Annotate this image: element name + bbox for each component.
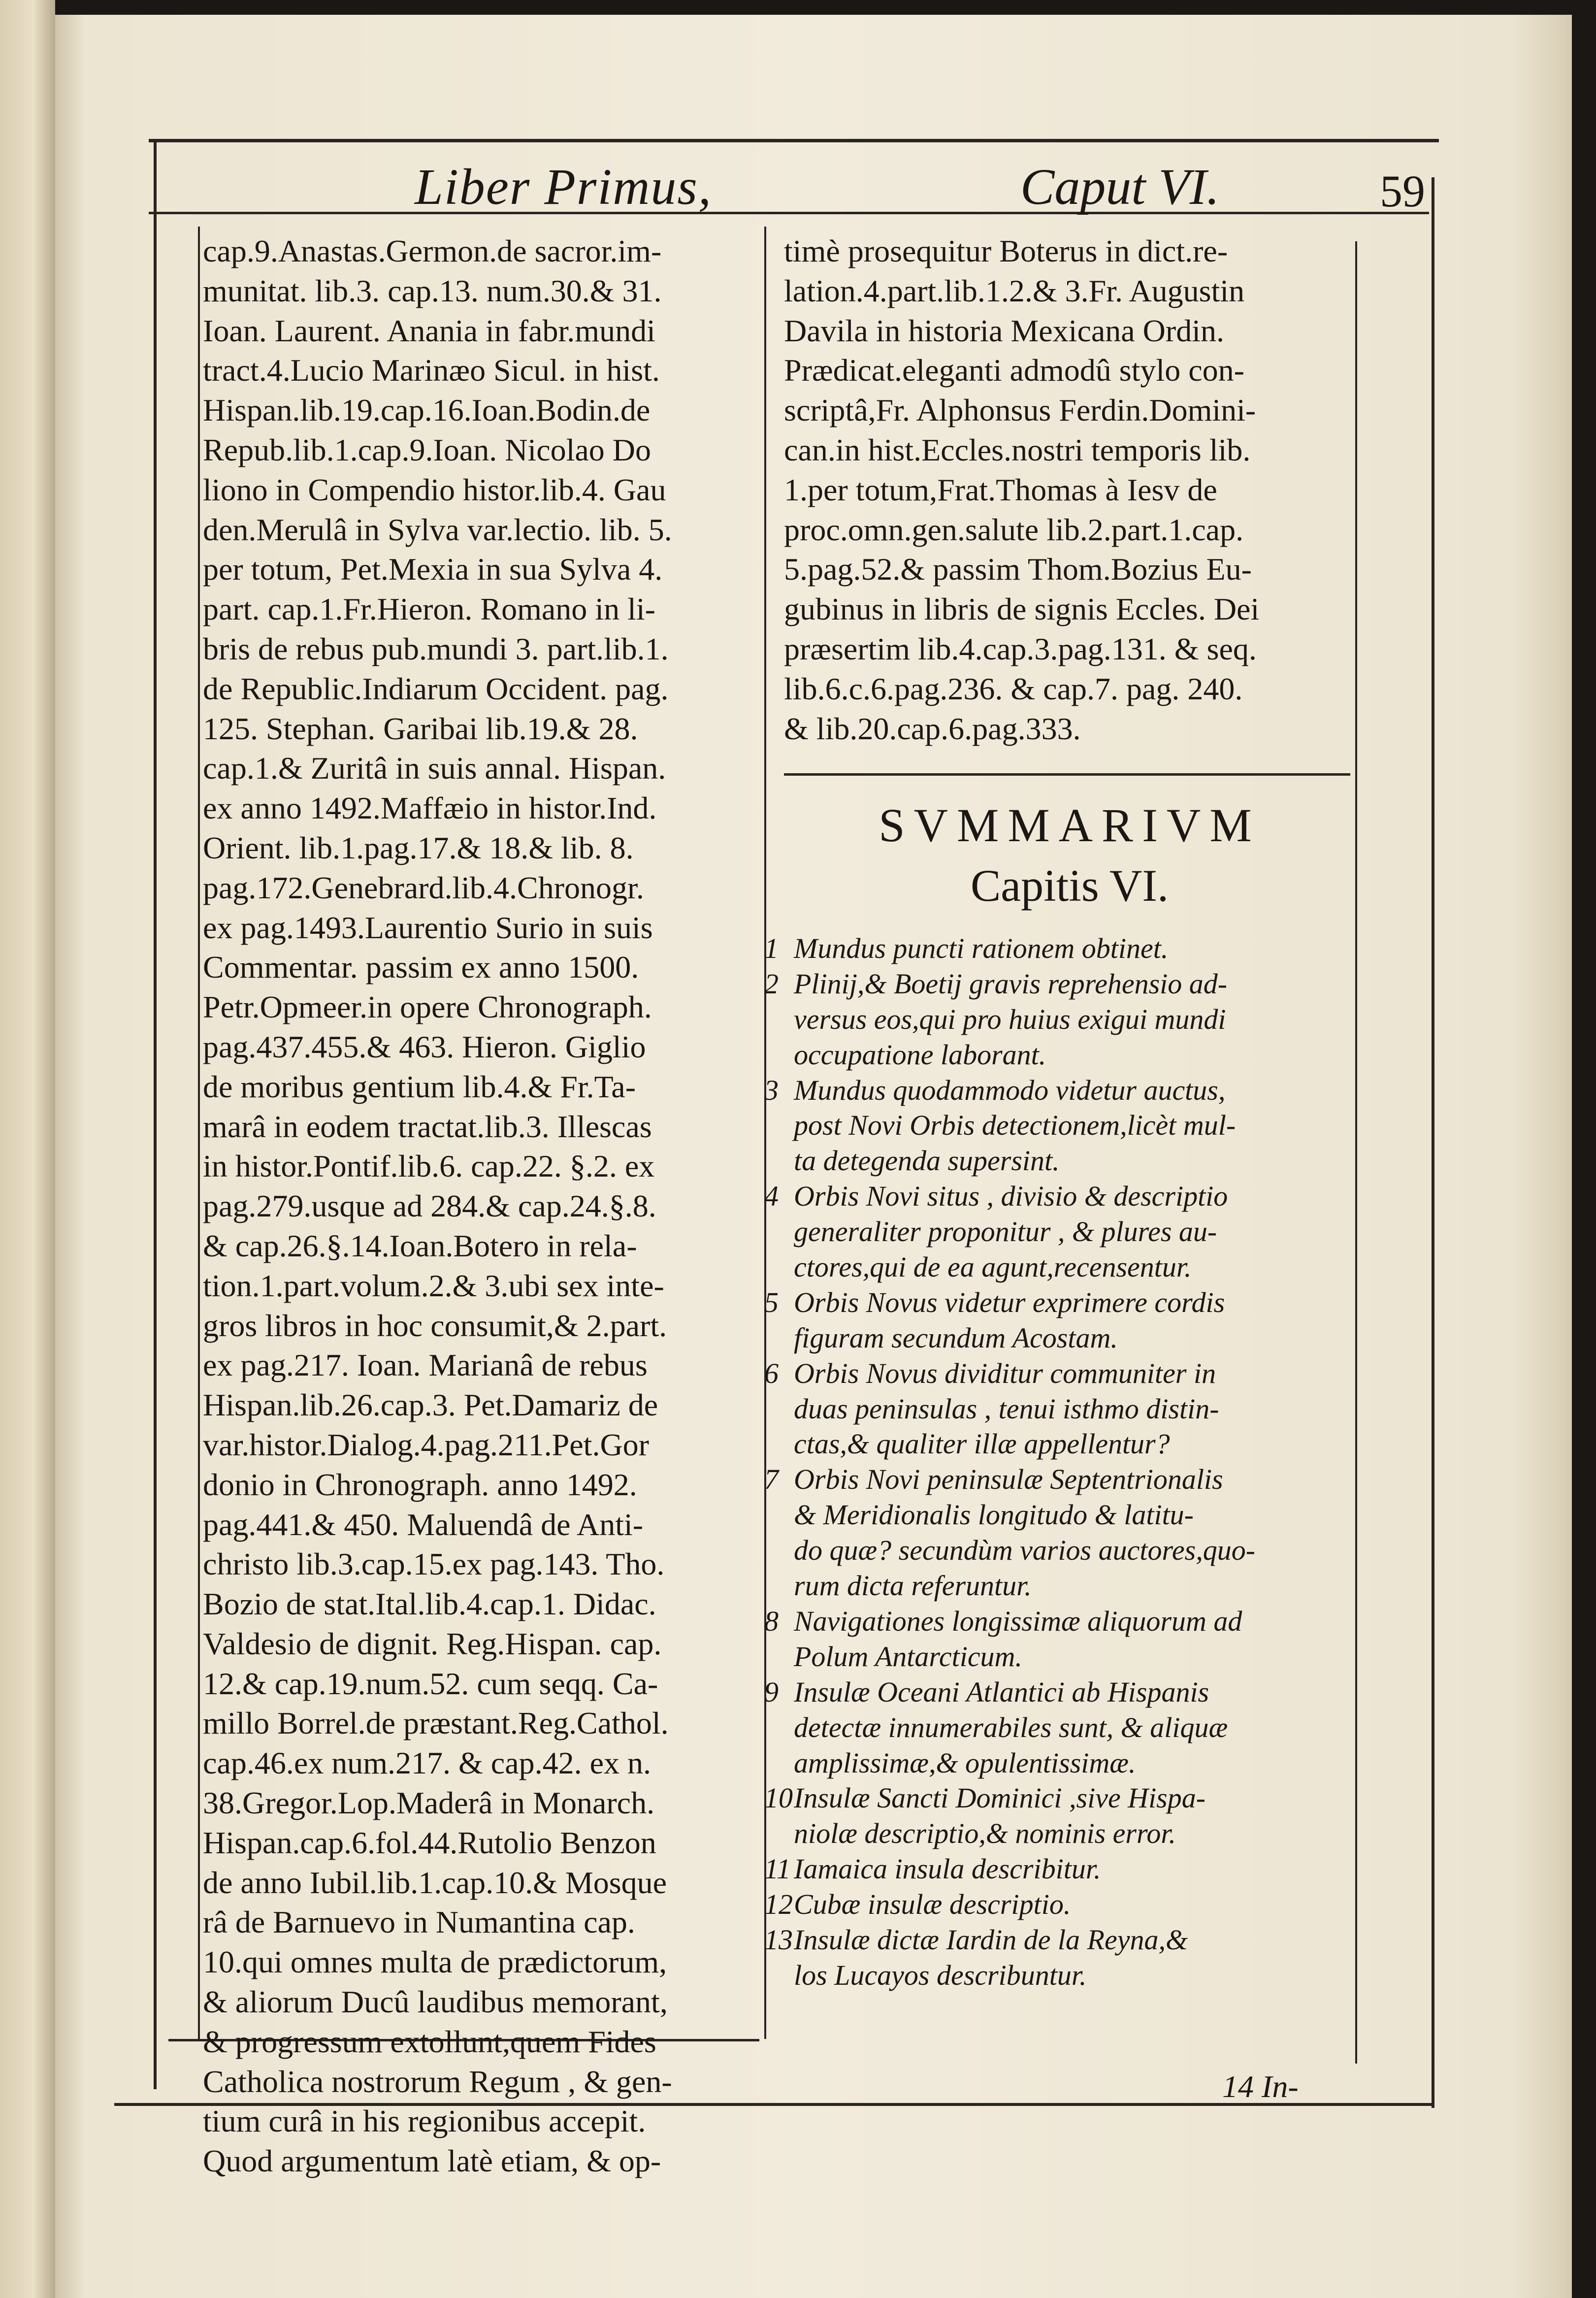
text-line: Catholica nostrorum Regum , & gen-	[203, 2064, 672, 2099]
summary-item-number: 1	[764, 932, 779, 964]
summarium-subtitle: Capitis VI.	[970, 860, 1169, 911]
summary-item-line: Mundus puncti rationem obtinet.	[794, 932, 1169, 964]
text-line: præsertim lib.4.cap.3.pag.131. & seq.	[784, 631, 1257, 666]
text-line: ex pag.1493.Laurentio Surio in suis	[203, 910, 653, 945]
summary-item	[764, 1780, 1345, 1851]
text-line: 1.per totum,Frat.Thomas à Iesv de	[784, 472, 1217, 507]
text-line: lation.4.part.lib.1.2.& 3.Fr. Augustin	[784, 273, 1245, 308]
text-line: Davila in historia Mexicana Ordin.	[784, 313, 1224, 348]
summary-item-line: amplissimæ,& opulentissimæ.	[794, 1746, 1136, 1779]
text-line: timè prosequitur Boterus in dict.re-	[784, 233, 1228, 268]
text-line: Bozio de stat.Ital.lib.4.cap.1. Didac.	[203, 1586, 656, 1622]
text-line: & aliorum Ducû laudibus memorant,	[203, 1984, 668, 2020]
summary-item	[764, 1179, 1345, 1285]
text-line: munitat. lib.3. cap.13. num.30.& 31.	[203, 273, 662, 308]
text-line: tract.4.Lucio Marinæo Sicul. in hist.	[203, 353, 660, 388]
text-line: 12.& cap.19.num.52. cum seqq. Ca-	[203, 1666, 658, 1701]
summary-item-line: Orbis Novus videtur exprimere cordis	[794, 1286, 1225, 1318]
summary-item-number: 8	[764, 1605, 779, 1637]
summary-item	[764, 1285, 1345, 1356]
text-line: marâ in eodem tractat.lib.3. Illescas	[203, 1109, 652, 1144]
text-line: 10.qui omnes multa de prædictorum,	[203, 1944, 667, 1980]
summary-item	[764, 1674, 1345, 1781]
summary-item-line: ctas,& qualiter illæ appellentur?	[794, 1428, 1170, 1460]
summary-item-line: los Lucayos describuntur.	[794, 1959, 1087, 1991]
summary-item-line: figuram secundum Acostam.	[794, 1321, 1118, 1354]
summary-item-line: Mundus quodammodo videtur auctus,	[794, 1074, 1226, 1106]
text-line: can.in hist.Eccles.nostri temporis lib.	[784, 432, 1251, 467]
summary-item	[764, 1604, 1345, 1674]
text-line: pag.437.455.& 463. Hieron. Giglio	[203, 1029, 646, 1064]
text-line: var.histor.Dialog.4.pag.211.Pet.Gor	[203, 1427, 649, 1462]
text-line: donio in Chronograph. anno 1492.	[203, 1467, 637, 1502]
page-number: 59	[1380, 166, 1425, 216]
text-line: Commentar. passim ex anno 1500.	[203, 950, 639, 985]
text-line: de Republic.Indiarum Occident. pag.	[203, 671, 669, 706]
text-line: 38.Gregor.Lop.Maderâ in Monarch.	[203, 1785, 655, 1821]
summary-item-line: Navigationes longissimæ aliquorum ad	[794, 1605, 1242, 1637]
summary-item-line: Cubæ insulæ descriptio.	[794, 1888, 1071, 1921]
summary-item-line: Insulæ Sancti Dominici ,sive Hispa-	[794, 1782, 1206, 1814]
summary-item-line: versus eos,qui pro huius exigui mundi	[794, 1003, 1226, 1035]
text-line: Prædicat.eleganti admodû stylo con-	[784, 353, 1244, 388]
summary-item-number: 7	[764, 1463, 779, 1496]
text-line: cap.46.ex num.217. & cap.42. ex n.	[203, 1745, 651, 1781]
text-line: tium curâ in his regionibus accepit.	[203, 2103, 646, 2139]
text-line: cap.9.Anastas.Germon.de sacror.im-	[203, 233, 662, 268]
text-line: gros libros in hoc consumit,& 2.part.	[203, 1308, 667, 1343]
text-line: râ de Barnuevo in Numantina cap.	[203, 1904, 635, 1940]
text-line: ex pag.217. Ioan. Marianâ de rebus	[203, 1347, 648, 1383]
text-line: scriptâ,Fr. Alphonsus Ferdin.Domini-	[784, 393, 1256, 428]
text-line: liono in Compendio histor.lib.4. Gau	[203, 472, 666, 507]
left-column	[203, 231, 754, 2181]
summary-item-line: niolæ descriptio,& nominis error.	[794, 1817, 1176, 1850]
text-line: in histor.Pontif.lib.6. cap.22. §.2. ex	[203, 1149, 655, 1184]
text-line: & progressum extollunt,quem Fides	[203, 2024, 656, 2059]
summary-item	[764, 1887, 1345, 1922]
text-line: millo Borrel.de præstant.Reg.Cathol.	[203, 1706, 669, 1741]
text-line: Orient. lib.1.pag.17.& 18.& lib. 8.	[203, 830, 634, 865]
text-line: tion.1.part.volum.2.& 3.ubi sex inte-	[203, 1268, 664, 1303]
summary-item-number: 5	[764, 1286, 779, 1318]
summary-item-line: Insulæ dictæ Iardin de la Reyna,&	[794, 1923, 1188, 1956]
summary-item	[764, 1356, 1345, 1462]
text-line: bris de rebus pub.mundi 3. part.lib.1.	[203, 631, 669, 666]
summary-item-line: Orbis Novi situs , divisio & descriptio	[794, 1180, 1228, 1213]
summary-item-line: Insulæ Oceani Atlantici ab Hispanis	[794, 1675, 1209, 1708]
previous-page-edge	[0, 0, 55, 2298]
summary-item	[764, 1922, 1345, 1993]
summarium-list	[764, 931, 1345, 1993]
text-line: per totum, Pet.Mexia in sua Sylva 4.	[203, 552, 663, 587]
book-page	[55, 15, 1572, 2298]
summary-item-number: 3	[764, 1074, 779, 1106]
summary-item-line: Plinij,& Boetij gravis reprehensio ad-	[794, 967, 1228, 1000]
summary-item-number: 11	[764, 1853, 791, 1885]
text-line: 125. Stephan. Garibai lib.19.& 28.	[203, 711, 638, 746]
summary-item-number: 4	[764, 1180, 779, 1213]
catchword: 14 In-	[1222, 2069, 1299, 2104]
text-line: Repub.lib.1.cap.9.Ioan. Nicolao Do	[203, 432, 651, 467]
text-line: proc.omn.gen.salute lib.2.part.1.cap.	[784, 512, 1244, 547]
summary-item-line: Orbis Novi peninsulæ Septentrionalis	[794, 1463, 1223, 1496]
summary-item-number: 6	[764, 1357, 779, 1389]
text-line: Hispan.lib.19.cap.16.Ioan.Bodin.de	[203, 393, 651, 428]
running-head-chapter: Caput VI.	[1020, 159, 1220, 215]
summary-item-line: Iamaica insula describitur.	[794, 1853, 1101, 1885]
text-line: lib.6.c.6.pag.236. & cap.7. pag. 240.	[784, 671, 1243, 706]
text-line: de moribus gentium lib.4.& Fr.Ta-	[203, 1069, 636, 1104]
text-line: den.Merulâ in Sylva var.lectio. lib. 5.	[203, 512, 672, 547]
frame-header-rule	[149, 212, 1429, 214]
summary-item	[764, 1073, 1345, 1179]
summary-item	[764, 931, 1345, 966]
inner-left-box-left	[198, 227, 200, 2039]
summary-item-number: 12	[764, 1888, 793, 1921]
text-line: Hispan.cap.6.fol.44.Rutolio Benzon	[203, 1825, 656, 1860]
summary-item-line: & Meridionalis longitudo & latitu-	[794, 1499, 1194, 1531]
text-line: pag.172.Genebrard.lib.4.Chronogr.	[203, 870, 644, 905]
summary-item-line: ta detegenda supersint.	[794, 1145, 1060, 1177]
text-line: Quod argumentum latè etiam, & op-	[203, 2143, 661, 2179]
summarium-top-rule	[784, 773, 1350, 776]
summary-item-line: rum dicta referuntur.	[794, 1570, 1032, 1602]
running-head	[183, 138, 1425, 216]
text-line: Hispan.lib.26.cap.3. Pet.Damariz de	[203, 1387, 658, 1423]
text-line: 5.pag.52.& passim Thom.Bozius Eu-	[784, 552, 1252, 587]
summary-item-line: duas peninsulas , tenui isthmo distin-	[794, 1392, 1219, 1425]
text-line: Petr.Opmeer.in opere Chronograph.	[203, 989, 652, 1025]
text-line: pag.279.usque ad 284.& cap.24.§.8.	[203, 1188, 656, 1224]
summary-item-line: ctores,qui de ea agunt,recensentur.	[794, 1251, 1192, 1283]
summary-item-line: occupatione laborant.	[794, 1038, 1046, 1071]
text-line: cap.1.& Zuritâ in suis annal. Hispan.	[203, 751, 666, 786]
frame-left-rule	[154, 139, 157, 2089]
text-line: christo lib.3.cap.15.ex pag.143. Tho.	[203, 1546, 665, 1582]
text-line: part. cap.1.Fr.Hieron. Romano in li-	[203, 591, 655, 627]
right-column-rule	[1355, 241, 1357, 2064]
summary-item-line: detectæ innumerabiles sunt, & aliquæ	[794, 1711, 1228, 1743]
text-line: pag.441.& 450. Maluendâ de Anti-	[203, 1507, 644, 1542]
right-column-text	[784, 231, 1340, 749]
text-line: Valdesio de dignit. Reg.Hispan. cap.	[203, 1626, 662, 1661]
summary-item	[764, 1851, 1345, 1887]
text-line: & cap.26.§.14.Ioan.Botero in rela-	[203, 1228, 637, 1263]
summary-item-line: Orbis Novus dividitur communiter in	[794, 1357, 1216, 1389]
text-line: de anno Iubil.lib.1.cap.10.& Mosque	[203, 1865, 667, 1900]
text-line: gubinus in libris de signis Eccles. Dei	[784, 591, 1260, 627]
summary-item-line: post Novi Orbis detectionem,licèt mul-	[794, 1109, 1236, 1142]
summary-item-number: 2	[764, 967, 779, 1000]
running-head-book: Liber Primus,	[415, 159, 712, 215]
text-line: & lib.20.cap.6.pag.333.	[784, 711, 1081, 746]
summary-item-line: do quæ? secundùm varios auctores,quo-	[794, 1534, 1256, 1567]
summary-item-number: 9	[764, 1675, 779, 1708]
summary-item-line: generaliter proponitur , & plures au-	[794, 1215, 1217, 1248]
summary-item	[764, 1462, 1345, 1604]
text-line: Ioan. Laurent. Anania in fabr.mundi	[203, 313, 655, 348]
summarium-title: SVMMARIVM	[879, 799, 1261, 852]
summary-item-number: 10	[764, 1782, 793, 1814]
summary-item	[764, 966, 1345, 1073]
summary-item-line: Polum Antarcticum.	[794, 1640, 1022, 1673]
frame-right-rule	[1432, 177, 1434, 2108]
summary-item-number: 13	[764, 1923, 793, 1956]
text-line: ex anno 1492.Maffæio in histor.Ind.	[203, 790, 657, 826]
